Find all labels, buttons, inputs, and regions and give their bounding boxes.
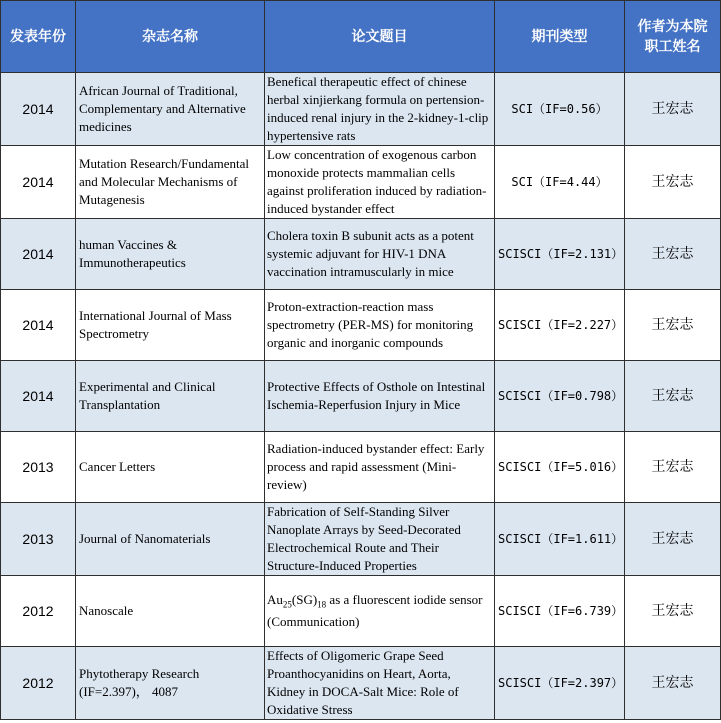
cell-year: 2014 [1, 361, 76, 432]
cell-author: 王宏志 [625, 432, 721, 503]
cell-year: 2014 [1, 219, 76, 290]
title-text-rest: as a fluorescent iodide sensor (Communication) [267, 591, 483, 630]
cell-type: SCISCI（IF=1.611） [495, 503, 625, 576]
cell-journal: African Journal of Traditional, Complementary and Alternative medicines [76, 73, 265, 146]
cell-type: SCISCI（IF=2.227） [495, 290, 625, 361]
title-formula-sub-18: 18 [317, 599, 327, 610]
cell-type: SCI（IF=4.44） [495, 146, 625, 219]
header-author-line1: 作者为本院 [637, 18, 708, 35]
header-journal: 杂志名称 [76, 1, 265, 73]
header-type: 期刊类型 [495, 1, 625, 73]
cell-author: 王宏志 [625, 73, 721, 146]
cell-type: SCISCI（IF=5.016） [495, 432, 625, 503]
cell-journal: Cancer Letters [76, 432, 265, 503]
header-author-line2: 职工姓名 [644, 38, 701, 55]
cell-title: Benefical therapeutic effect of chinese herbal xinjierkang formula on pertension-induced renal injury in the 2-kidney-1-clip hypertensive rats [265, 73, 495, 146]
cell-type: SCI（IF=0.56） [495, 73, 625, 146]
cell-author: 王宏志 [625, 576, 721, 647]
cell-type: SCISCI（IF=0.798） [495, 361, 625, 432]
cell-journal [76, 647, 265, 720]
cell-year: 2014 [1, 290, 76, 361]
cell-journal: Nanoscale [76, 576, 265, 647]
table-row [1, 576, 721, 647]
cell-title: Effects of Oligomeric Grape Seed Proanthocyanidins on Heart, Aorta, Kidney in DOCA-Salt Mice: Role of Oxidative Stress [265, 647, 495, 720]
cell-title: Low concentration of exogenous carbon monoxide protects mammalian cells against proliferation induced by radiation-induced bystander effect [265, 146, 495, 219]
header-title: 论文题目 [265, 1, 495, 73]
cell-journal: Experimental and Clinical Transplantation [76, 361, 265, 432]
cell-title: Fabrication of Self-Standing Silver Nanoplate Arrays by Seed-Decorated Electrochemical Route and Their Structure-Induced Properties [265, 503, 495, 576]
header-author [625, 1, 721, 73]
title-formula-sg: (SG) [291, 591, 318, 607]
table-row [1, 73, 721, 146]
cell-journal: Mutation Research/Fundamental and Molecular Mechanisms of Mutagenesis [76, 146, 265, 219]
title-formula-au: Au [267, 591, 283, 607]
table-row [1, 361, 721, 432]
cell-author: 王宏志 [625, 647, 721, 720]
cell-title: Cholera toxin B subunit acts as a potent systemic adjuvant for HIV-1 DNA vaccination intramuscularly in mice [265, 219, 495, 290]
table-row [1, 647, 721, 720]
cell-year: 2013 [1, 432, 76, 503]
cell-author: 王宏志 [625, 503, 721, 576]
title-formula-sub-25: 25 [282, 599, 292, 610]
cell-author: 王宏志 [625, 290, 721, 361]
cell-year: 2012 [1, 576, 76, 647]
cell-year: 2014 [1, 146, 76, 219]
cell-title [265, 576, 495, 647]
header-year: 发表年份 [1, 1, 76, 73]
cell-year: 2013 [1, 503, 76, 576]
table-row [1, 219, 721, 290]
cell-title: Radiation-induced bystander effect: Early process and rapid assessment (Mini-review) [265, 432, 495, 503]
cell-type: SCISCI（IF=6.739） [495, 576, 625, 647]
cell-journal: Journal of Nanomaterials [76, 503, 265, 576]
table-row [1, 432, 721, 503]
cell-author: 王宏志 [625, 219, 721, 290]
table-row [1, 503, 721, 576]
table-row [1, 290, 721, 361]
table-header-row [1, 1, 721, 73]
cell-type: SCISCI（IF=2.131） [495, 219, 625, 290]
journal-name: Phytotherapy Research [79, 666, 200, 681]
cell-year: 2012 [1, 647, 76, 720]
cell-type: SCISCI（IF=2.397） [495, 647, 625, 720]
cell-author: 王宏志 [625, 146, 721, 219]
cell-title: Proton-extraction-reaction mass spectrometry (PER-MS) for monitoring organic and inorganic compounds [265, 290, 495, 361]
cell-title: Protective Effects of Osthole on Intestinal Ischemia-Reperfusion Injury in Mice [265, 361, 495, 432]
cell-author: 王宏志 [625, 361, 721, 432]
table-row [1, 146, 721, 219]
cell-year: 2014 [1, 73, 76, 146]
cell-journal: International Journal of Mass Spectrometry [76, 290, 265, 361]
cell-journal: human Vaccines & Immunotherapeutics [76, 219, 265, 290]
journal-impact-note: (IF=2.397)， 4087 [79, 684, 179, 699]
